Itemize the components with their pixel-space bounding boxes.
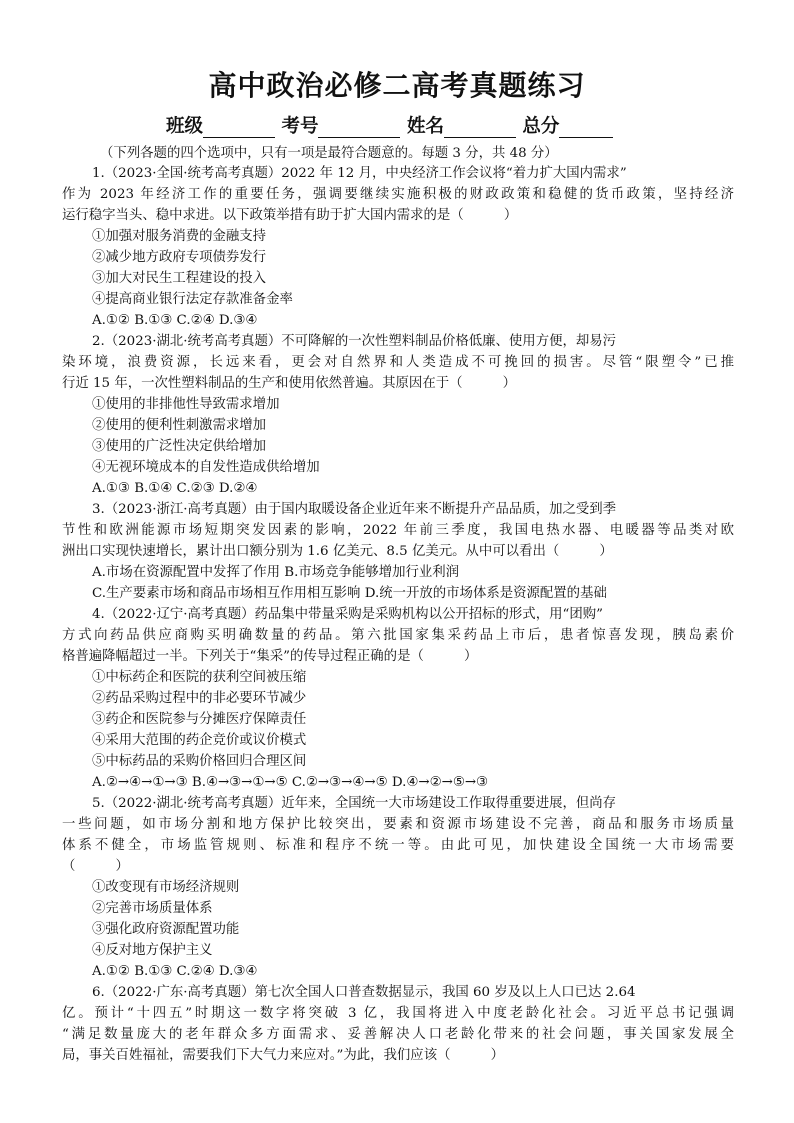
question-2-choices: A.①③ B.①④ C.②③ D.②④ xyxy=(92,481,258,496)
question-5-line-4: （ ） xyxy=(62,859,129,874)
question-3-line-1: 3.（2023·浙江·高考真题）由于国内取暖设备企业近年来不断提升产品品质，加之受到季 xyxy=(92,502,617,517)
instructions: （下列各题的四个选项中，只有一项是最符合题意的。每题 3 分，共 48 分） xyxy=(100,146,558,161)
question-1-option: ③加大对民生工程建设的投入 xyxy=(92,271,267,286)
question-4-choices: A.②→④→①→③ B.④→③→①→⑤ C.②→③→④→⑤ D.④→②→⑤→③ xyxy=(92,775,489,790)
class-blank[interactable] xyxy=(203,117,275,138)
question-6-line-1: 6.（2022·广东·高考真题）第七次全国人口普查数据显示，我国 60 岁及以上人口已达 2.64 xyxy=(92,985,636,1000)
question-2-option: ④无视环境成本的自发性造成供给增加 xyxy=(92,460,320,475)
question-1-line-3: 运行稳字当头、稳中求进。以下政策举措有助于扩大国内需求的是（ ） xyxy=(62,208,518,223)
score-label: 总分 xyxy=(522,116,560,137)
question-4-option: ⑤中标药品的采购价格回归合理区间 xyxy=(92,754,307,769)
question-4-line-3: 格普遍降幅超过一半。下列关于“集采”的传导过程正确的是（ ） xyxy=(62,649,478,664)
question-4-line-2: 方式向药品供应商购买明确数量的药品。第六批国家集采药品上市后，患者惊喜发现，胰岛素价 xyxy=(62,628,734,643)
question-1-line-1: 1.（2023·全国·统考高考真题）2022 年 12 月，中央经济工作会议将“着力扩大国内需求” xyxy=(92,166,627,181)
name-blank[interactable] xyxy=(444,117,516,138)
question-5-option: ②完善市场质量体系 xyxy=(92,901,213,916)
question-5-option: ①改变现有市场经济规则 xyxy=(92,880,240,895)
exam-no-blank[interactable] xyxy=(318,117,400,138)
question-2-option: ①使用的非排他性导致需求增加 xyxy=(92,397,280,412)
question-6-line-4: 局，事关百姓福祉，需要我们下大气力来应对。”为此，我们应该（ ） xyxy=(62,1048,505,1063)
question-1-option: ①加强对服务消费的金融支持 xyxy=(92,229,267,244)
question-3-choices: C.生产要素市场和商品市场相互作用相互影响 D.统一开放的市场体系是资源配置的基础 xyxy=(92,586,607,601)
question-5-line-2: 一些问题，如市场分割和地方保护比较突出，要素和资源市场建设不完善，商品和服务市场质量 xyxy=(62,817,734,832)
question-3-choices: A.市场在资源配置中发挥了作用 B.市场竞争能够增加行业利润 xyxy=(92,565,460,580)
question-5-line-1: 5.（2022·湖北·统考高考真题）近年来，全国统一大市场建设工作取得重要进展，但尚存 xyxy=(92,796,617,811)
question-4-option: ④采用大范围的药企竞价或议价模式 xyxy=(92,733,307,748)
exam-no-label: 考号 xyxy=(281,116,319,137)
question-2-option: ③使用的广泛性决定供给增加 xyxy=(92,439,267,454)
question-1-line-2: 作为 2023 年经济工作的重要任务，强调要继续实施积极的财政政策和稳健的货币政策，坚持经济 xyxy=(62,187,734,202)
score-blank[interactable] xyxy=(559,117,613,138)
question-6-line-2: 亿。预计“十四五”时期这一数字将突破 3 亿，我国将进入中度老龄化社会。习近平总书记强调 xyxy=(62,1006,734,1021)
question-5-line-3: 体系不健全，市场监管规则、标准和程序不统一等。由此可见，加快建设全国统一大市场需要 xyxy=(62,838,734,853)
question-4-option: ①中标药企和医院的获利空间被压缩 xyxy=(92,670,307,685)
question-4-line-1: 4.（2022·辽宁·高考真题）药品集中带量采购是采购机构以公开招标的形式，用“团购” xyxy=(92,607,603,622)
class-label: 班级 xyxy=(166,116,204,137)
question-1-option: ④提高商业银行法定存款准备金率 xyxy=(92,292,293,307)
name-label: 姓名 xyxy=(406,116,444,137)
question-1-choices: A.①② B.①③ C.②④ D.③④ xyxy=(92,313,258,328)
question-5-option: ③强化政府资源配置功能 xyxy=(92,922,240,937)
question-3-line-2: 节性和欧洲能源市场短期突发因素的影响，2022 年前三季度，我国电热水器、电暖器等品类对欧 xyxy=(62,523,734,538)
question-4-option: ③药企和医院参与分摊医疗保障责任 xyxy=(92,712,307,727)
question-2-line-2: 染环境，浪费资源，长远来看，更会对自然界和人类造成不可挽回的损害。尽管“限塑令”已推 xyxy=(62,355,734,370)
question-3-line-3: 洲出口实现快速增长，累计出口额分别为 1.6 亿美元、8.5 亿美元。从中可以看出（ ） xyxy=(62,544,613,559)
question-4-option: ②药品采购过程中的非必要环节减少 xyxy=(92,691,307,706)
question-2-line-1: 2.（2023·湖北·统考高考真题）不可降解的一次性塑料制品价格低廉、使用方便，却易污 xyxy=(92,334,617,349)
question-6-line-3: “满足数量庞大的老年群众多方面需求、妥善解决人口老龄化带来的社会问题，事关国家发展全 xyxy=(62,1027,734,1042)
page-title: 高中政治必修二高考真题练习 xyxy=(208,69,586,102)
student-info-line xyxy=(166,112,613,138)
question-5-option: ④反对地方保护主义 xyxy=(92,943,213,958)
question-5-choices: A.①② B.①③ C.②④ D.③④ xyxy=(92,964,258,979)
question-2-line-3: 行近 15 年，一次性塑料制品的生产和使用依然普遍。其原因在于（ ） xyxy=(62,376,517,391)
question-2-option: ②使用的便利性刺激需求增加 xyxy=(92,418,267,433)
question-1-option: ②减少地方政府专项债券发行 xyxy=(92,250,267,265)
